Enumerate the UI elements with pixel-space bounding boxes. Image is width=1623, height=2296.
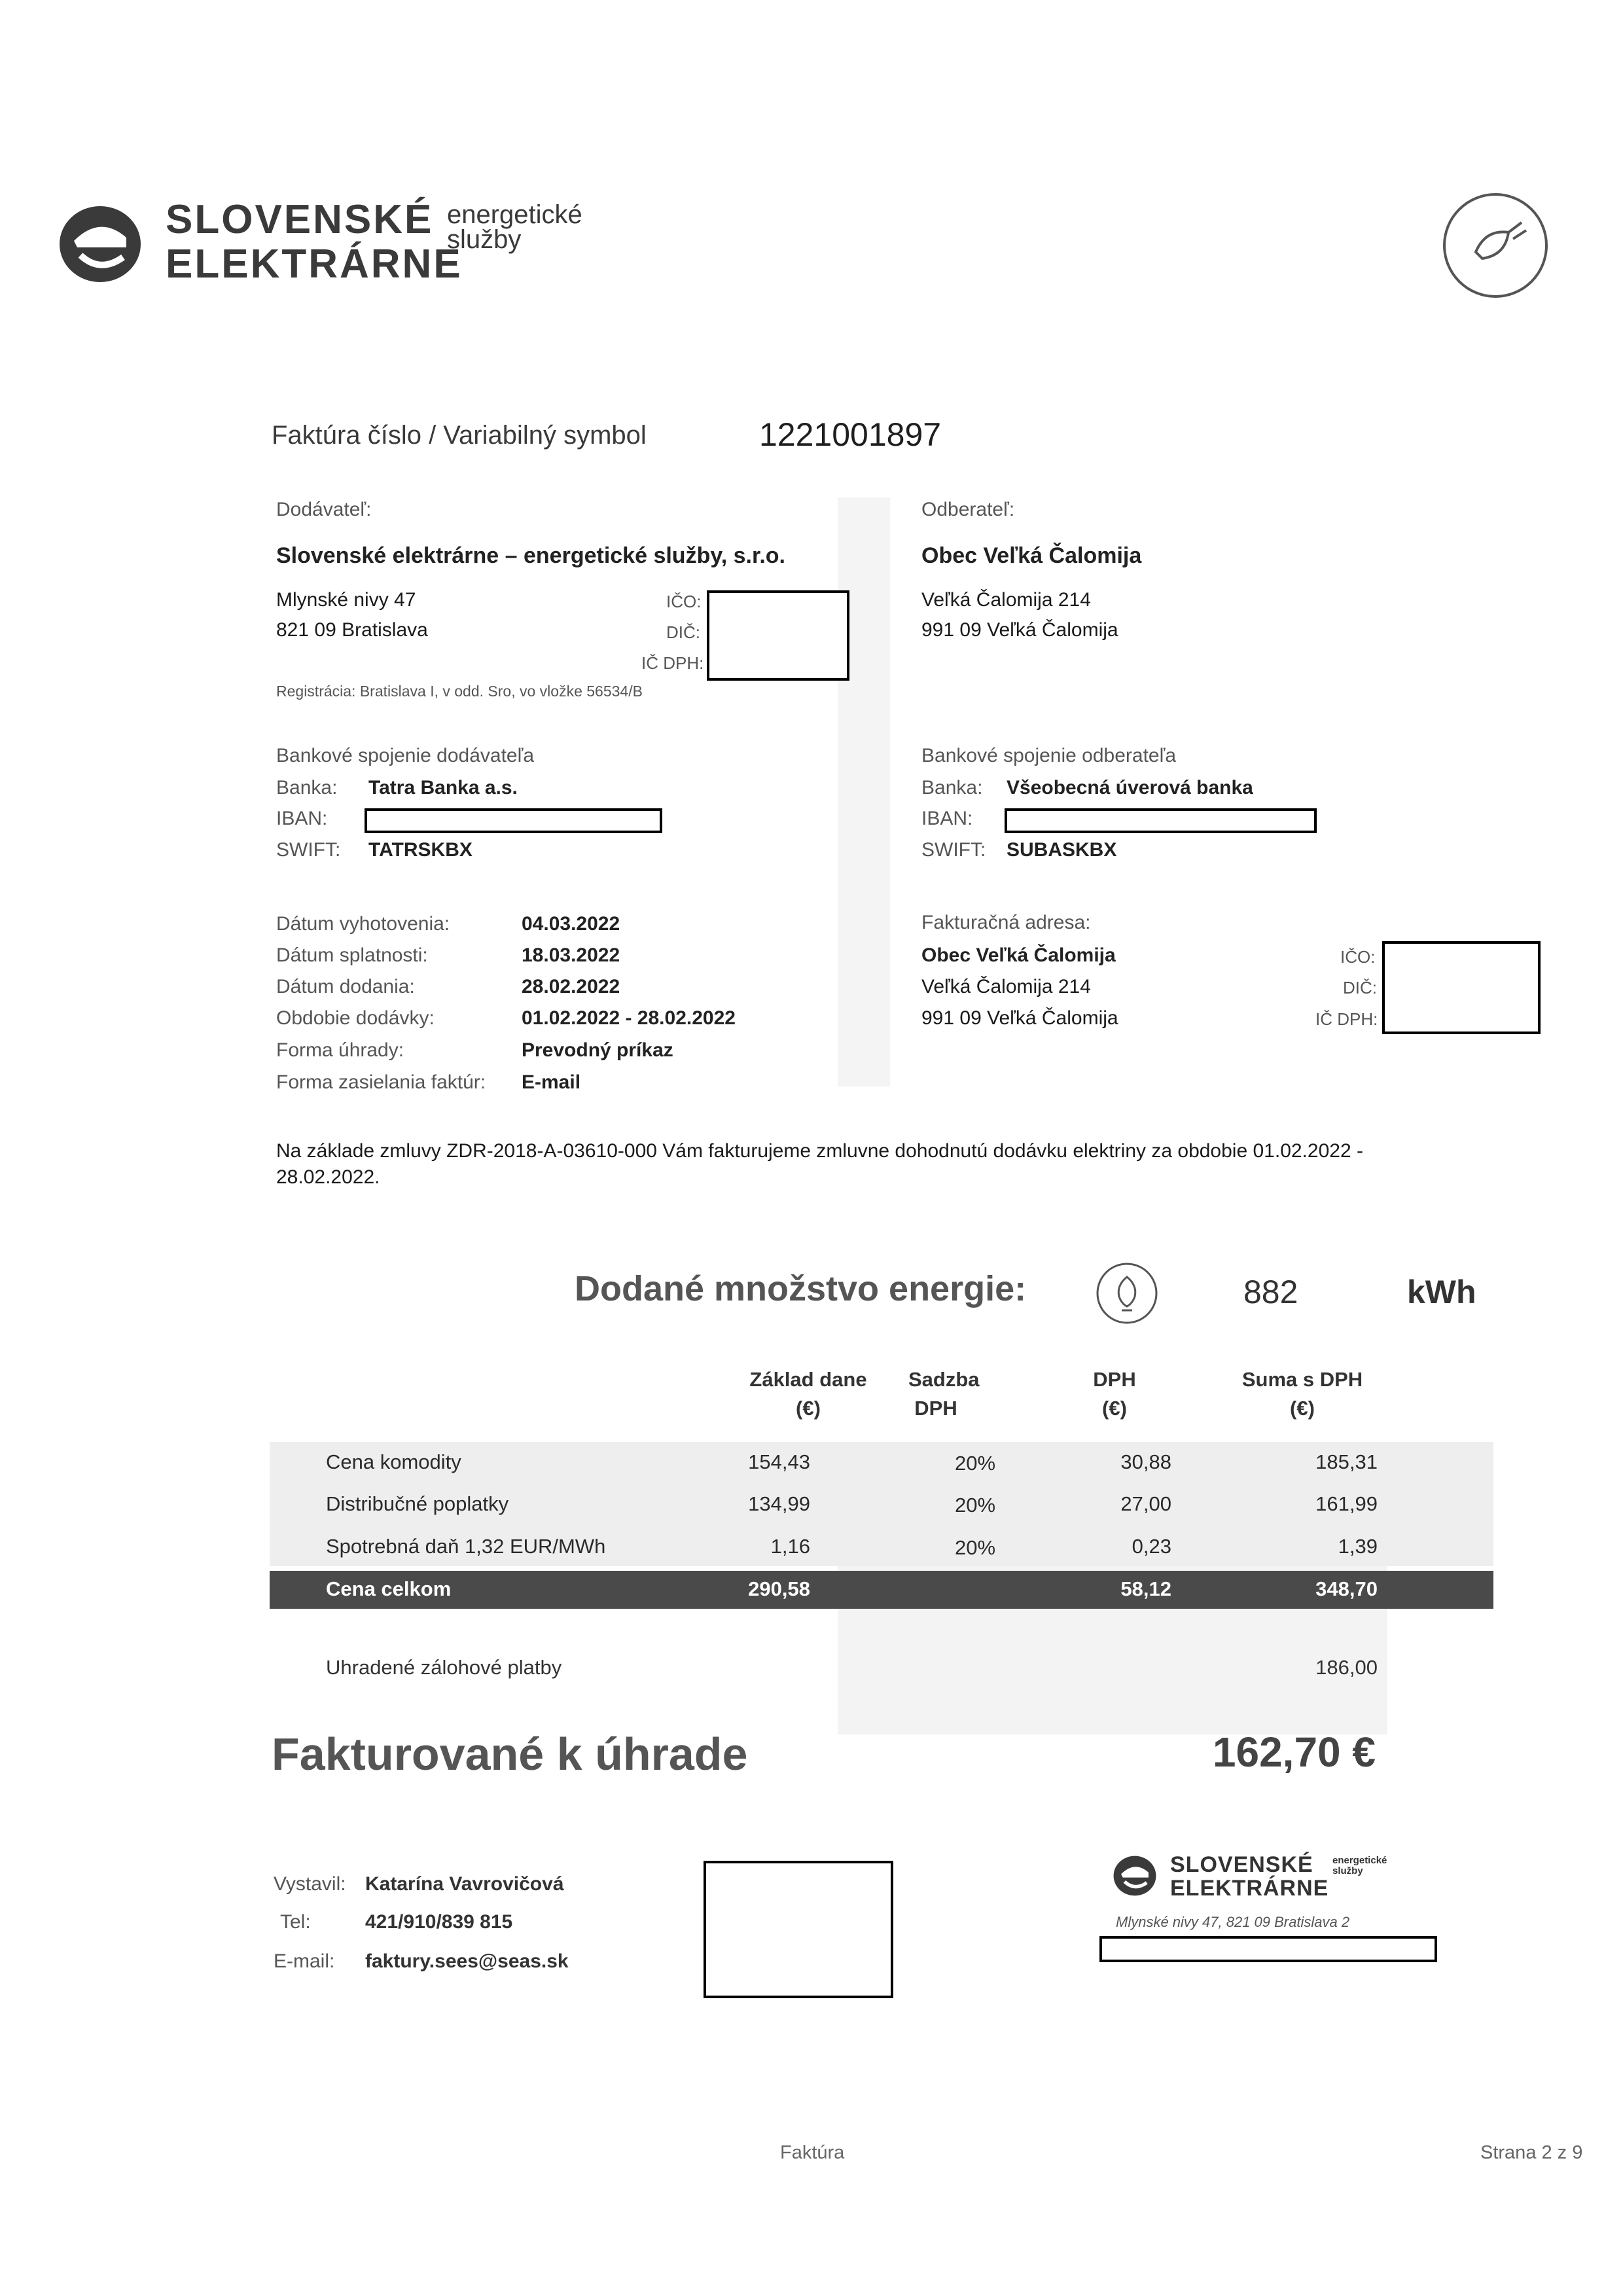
amount-due-label: Fakturované k úhrade bbox=[272, 1729, 748, 1780]
supplier-ids-redaction bbox=[707, 590, 849, 681]
advance-value: 186,00 bbox=[1315, 1656, 1378, 1679]
total-vat: 58,12 bbox=[1120, 1577, 1171, 1600]
customer-street: Veľká Čalomija 214 bbox=[921, 589, 1091, 611]
customer-bank-heading: Bankové spojenie odberateľa bbox=[921, 745, 1177, 766]
table-header-total bbox=[1217, 1368, 1387, 1420]
energy-amount: 882 bbox=[1243, 1274, 1298, 1310]
table-header-vat-line2: (€) bbox=[1102, 1397, 1127, 1420]
row-total: 161,99 bbox=[1315, 1492, 1378, 1515]
table-header-base-line2: (€) bbox=[796, 1397, 821, 1420]
billing-name: Obec Veľká Čalomija bbox=[921, 944, 1116, 966]
total-sum: 348,70 bbox=[1315, 1577, 1378, 1600]
billing-dic-label: DIČ: bbox=[1343, 978, 1377, 997]
billing-heading: Fakturačná adresa: bbox=[921, 912, 1091, 933]
table-header-rate-line2: DPH bbox=[914, 1397, 957, 1420]
stamp-line2: ELEKTRÁRNE bbox=[1170, 1876, 1329, 1901]
customer-name: Obec Veľká Čalomija bbox=[921, 543, 1142, 568]
billing-city: 991 09 Veľká Čalomija bbox=[921, 1007, 1118, 1029]
billing-icdph-label: IČ DPH: bbox=[1315, 1009, 1378, 1029]
contract-text-line2: 28.02.2022. bbox=[276, 1166, 380, 1188]
row-vat: 30,88 bbox=[1120, 1450, 1171, 1473]
supplier-ico-label: IČO: bbox=[666, 592, 702, 611]
invoice-number-label: Faktúra číslo / Variabilný symbol bbox=[272, 421, 647, 450]
tel: 421/910/839 815 bbox=[365, 1911, 513, 1933]
show-through-shadow bbox=[838, 497, 890, 1086]
row-name: Cena komodity bbox=[326, 1450, 461, 1473]
supplier-iban-label: IBAN: bbox=[276, 808, 328, 829]
customer-swift: SUBASKBX bbox=[1007, 839, 1117, 861]
delivery-date-label: Dátum dodania: bbox=[276, 976, 415, 997]
supplier-swift: TATRSKBX bbox=[368, 839, 473, 861]
row-total: 1,39 bbox=[1338, 1535, 1378, 1558]
billing-ico-label: IČO: bbox=[1340, 947, 1376, 967]
logo-line2: ELEKTRÁRNE bbox=[166, 242, 463, 287]
tel-label: Tel: bbox=[280, 1911, 311, 1933]
contract-text-line1: Na základe zmluvy ZDR-2018-A-03610-000 Vám fakturujeme zmluvne dohodnutú dodávku elektriny za obdobie 01.02.2022 - bbox=[276, 1140, 1363, 1162]
total-name: Cena celkom bbox=[326, 1577, 452, 1600]
row-vat: 0,23 bbox=[1132, 1535, 1171, 1558]
customer-heading: Odberateľ: bbox=[921, 499, 1015, 520]
row-base: 134,99 bbox=[748, 1492, 810, 1515]
energy-unit: kWh bbox=[1407, 1274, 1476, 1310]
supplier-street: Mlynské nivy 47 bbox=[276, 589, 416, 611]
supplier-swift-label: SWIFT: bbox=[276, 839, 341, 861]
footer-center: Faktúra bbox=[780, 2142, 845, 2163]
supplier-bank-heading: Bankové spojenie dodávateľa bbox=[276, 745, 535, 766]
page-number: Strana 2 z 9 bbox=[1480, 2142, 1583, 2163]
payment-method-label: Forma úhrady: bbox=[276, 1039, 404, 1061]
customer-city: 991 09 Veľká Čalomija bbox=[921, 619, 1118, 641]
signature-redaction bbox=[704, 1861, 893, 1998]
supplier-heading: Dodávateľ: bbox=[276, 499, 372, 520]
invoice-sending-label: Forma zasielania faktúr: bbox=[276, 1071, 486, 1093]
table-header-total-line2: (€) bbox=[1290, 1397, 1315, 1420]
supplier-icdph-label: IČ DPH: bbox=[641, 653, 704, 673]
invoice-number: 1221001897 bbox=[759, 416, 942, 453]
supplier-city: 821 09 Bratislava bbox=[276, 619, 428, 641]
row-base: 1,16 bbox=[770, 1535, 810, 1558]
row-vat: 27,00 bbox=[1120, 1492, 1171, 1515]
customer-iban-redaction bbox=[1005, 808, 1317, 833]
issue-date: 04.03.2022 bbox=[522, 913, 620, 935]
row-rate: 20% bbox=[954, 1452, 996, 1475]
issued-by: Katarína Vavrovičová bbox=[365, 1873, 564, 1895]
row-rate: 20% bbox=[954, 1536, 996, 1559]
total-row bbox=[270, 1571, 1493, 1609]
row-name: Spotrebná daň 1,32 EUR/MWh bbox=[326, 1535, 606, 1558]
payment-method: Prevodný príkaz bbox=[522, 1039, 673, 1061]
logo-tagline-2: služby bbox=[447, 225, 522, 254]
row-name: Distribučné poplatky bbox=[326, 1492, 509, 1515]
delivery-period-label: Obdobie dodávky: bbox=[276, 1007, 435, 1029]
customer-swift-label: SWIFT: bbox=[921, 839, 986, 861]
row-total: 185,31 bbox=[1315, 1450, 1378, 1473]
company-stamp bbox=[1113, 1852, 1453, 1937]
delivery-date: 28.02.2022 bbox=[522, 976, 620, 997]
energy-label: Dodané množstvo energie: bbox=[575, 1269, 1027, 1308]
table-header-vat-line1: DPH bbox=[1093, 1368, 1136, 1391]
email-label: E-mail: bbox=[274, 1950, 335, 1972]
customer-iban-label: IBAN: bbox=[921, 808, 973, 829]
invoice-sending: E-mail bbox=[522, 1071, 581, 1093]
supplier-bank-name: Tatra Banka a.s. bbox=[368, 777, 518, 798]
table-header-vat bbox=[1046, 1368, 1183, 1420]
supplier-dic-label: DIČ: bbox=[666, 622, 700, 642]
stamp-redaction bbox=[1099, 1936, 1437, 1962]
stamp-address: Mlynské nivy 47, 821 09 Bratislava 2 bbox=[1116, 1914, 1350, 1930]
row-base: 154,43 bbox=[748, 1450, 810, 1473]
logo-tagline-1: energetické bbox=[447, 200, 582, 229]
table-header-rate bbox=[870, 1368, 1001, 1420]
logo-line1: SLOVENSKÉ bbox=[166, 197, 434, 242]
total-base: 290,58 bbox=[748, 1577, 810, 1600]
stamp-tag2: služby bbox=[1332, 1865, 1363, 1876]
customer-bank-name: Všeobecná úverová banka bbox=[1007, 777, 1253, 798]
company-logo bbox=[58, 196, 647, 295]
supplier-name: Slovenské elektrárne – energetické služby, s.r.o. bbox=[276, 543, 785, 568]
stamp-tag1: energetické bbox=[1332, 1855, 1387, 1866]
table-row bbox=[0, 1535, 1623, 1564]
issued-by-label: Vystavil: bbox=[274, 1873, 346, 1895]
delivery-period: 01.02.2022 - 28.02.2022 bbox=[522, 1007, 736, 1029]
energy-bulb-icon bbox=[1094, 1261, 1160, 1326]
email[interactable]: faktury.sees@seas.sk bbox=[365, 1950, 569, 1972]
supplier-iban-redaction bbox=[365, 808, 662, 833]
table-header-total-line1: Suma s DPH bbox=[1241, 1368, 1363, 1391]
stamp-line1: SLOVENSKÉ bbox=[1170, 1852, 1313, 1877]
stamp-emblem-icon bbox=[1113, 1854, 1157, 1898]
logo-emblem-icon bbox=[58, 202, 143, 287]
row-rate: 20% bbox=[954, 1494, 996, 1516]
billing-street: Veľká Čalomija 214 bbox=[921, 976, 1091, 997]
advance-label: Uhradené zálohové platby bbox=[326, 1656, 562, 1679]
eco-plug-icon bbox=[1440, 190, 1551, 301]
table-header-base-line1: Základ dane bbox=[749, 1368, 867, 1391]
amount-due-value: 162,70 € bbox=[1212, 1729, 1376, 1776]
customer-bank-label: Banka: bbox=[921, 777, 983, 798]
table-row bbox=[0, 1450, 1623, 1479]
supplier-bank-label: Banka: bbox=[276, 777, 338, 798]
table-row bbox=[0, 1492, 1623, 1521]
issue-date-label: Dátum vyhotovenia: bbox=[276, 913, 450, 935]
table-header-rate-line1: Sadzba bbox=[908, 1368, 980, 1391]
due-date: 18.03.2022 bbox=[522, 944, 620, 966]
billing-ids-redaction bbox=[1382, 941, 1541, 1034]
due-date-label: Dátum splatnosti: bbox=[276, 944, 428, 966]
supplier-registration: Registrácia: Bratislava I, v odd. Sro, vo vložke 56534/B bbox=[276, 683, 643, 700]
